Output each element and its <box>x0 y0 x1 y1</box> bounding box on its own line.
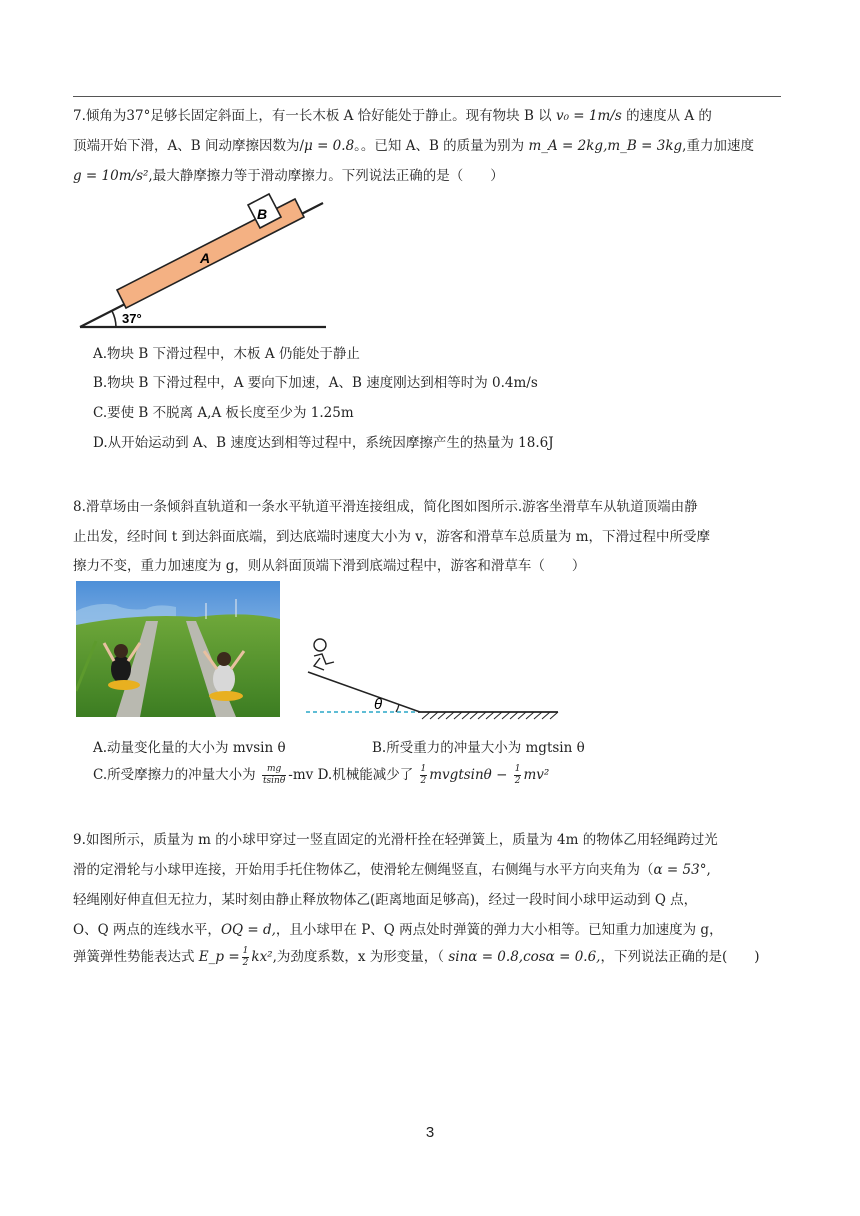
q7-label-angle: 37° <box>122 311 142 326</box>
q8-option-d-half-2: $\frac{1}{2}$ <box>514 764 521 786</box>
q7-option-a: A.物块 B 下滑过程中，木板 A 仍能处于静止 <box>93 346 360 362</box>
q9-trig-formula: sinα = 0.8,cosα = 0.6, <box>448 949 601 965</box>
q8-rider-head <box>314 639 326 651</box>
q8-slope-diagram <box>300 636 562 720</box>
q8-line-1: 8.滑草场由一条倾斜直轨道和一条水平轨道平滑连接组成，简化图如图所示.游客坐滑草车从轨道顶端由静 <box>73 499 698 515</box>
q9-line-3: 轻绳刚好伸直但无拉力，某时刻由静止释放物体乙(距离地面足够高)，经过一段时间小球甲运动到 Q 点， <box>73 892 698 908</box>
q8-angle-arc <box>396 704 399 712</box>
q9-line-5: 弹簧弹性势能表达式 E_p = $\frac{1}{2}$ kx²,为劲度系数，x 为形变量，（ sinα = 0.8,cosα = 0.6,，下列说法正确的是( ) <box>73 946 760 968</box>
q7-label-a: A <box>200 250 211 266</box>
q9-oq-formula: OQ = d, <box>220 922 276 938</box>
q7-angle-arc <box>112 311 116 327</box>
q8-ground-hatch <box>422 712 558 719</box>
q8-rider-body <box>314 654 334 670</box>
q9-line-4: O、Q 两点的连线水平，OQ = d,，且小球甲在 P、Q 两点处时弹簧的弹力大小相等。已知重力加速度为 g， <box>73 922 723 938</box>
q7-label-b: B <box>257 206 268 222</box>
q8-option-cd: C.所受摩擦力的冲量大小为 $\frac{mg}{tsin\theta}$ -mv D.机械能减少了 $\frac{1}{2}$ mvgtsinθ − $\frac{1}{2}$ mv² <box>93 764 550 786</box>
header-rule <box>73 96 781 97</box>
q8-grass-slide-photo <box>76 581 280 717</box>
q9-line-2: 滑的定滑轮与小球甲连接，开始用手托住物体乙，使滑轮左侧绳竖直，右侧绳与水平方向夹角为（α = 53°, <box>73 862 711 878</box>
q8-option-b: B.所受重力的冲量大小为 mgtsin θ <box>372 740 585 756</box>
q7-line-3: g = 10m/s²,最大静摩擦力等于滑动摩擦力。下列说法正确的是（ ） <box>73 168 504 184</box>
q8-option-c-fraction: $\frac{mg}{tsin\theta}$ <box>262 764 286 786</box>
q7-mu-formula: μ = 0.8 <box>304 138 355 154</box>
q9-alpha-formula: α = 53° <box>653 862 707 878</box>
q9-line-1: 9.如图所示，质量为 m 的小球甲穿过一竖直固定的光滑杆拴在轻弹簧上，质量为 4m 的物体乙用轻绳跨过光 <box>73 832 718 848</box>
q8-option-d-half-1: $\frac{1}{2}$ <box>420 764 427 786</box>
q9-ep-formula: E_p = <box>198 949 240 965</box>
q7-mass-formula: m_A = 2kg,m_B = 3kg <box>528 138 683 154</box>
q7-g-formula: g = 10m/s² <box>73 168 149 184</box>
q8-slope-line <box>308 672 420 712</box>
q9-half-fraction: $\frac{1}{2}$ <box>242 946 249 968</box>
q8-label-theta: θ <box>374 696 383 713</box>
q7-incline-figure <box>76 190 331 332</box>
q8-line-2: 止出发，经时间 t 到达斜面底端，到达底端时速度大小为 v，游客和滑草车总质量为 m，下滑过程中所受摩 <box>73 529 711 545</box>
page-number: 3 <box>425 1124 435 1141</box>
q7-line-1: 7.倾角为37°足够长固定斜面上，有一长木板 A 恰好能处于静止。现有物块 B 以 v₀ = 1m/s 的速度从 A 的 <box>73 108 712 124</box>
q8-line-3: 擦力不变，重力加速度为 g，则从斜面顶端下滑到底端过程中，游客和滑草车（ ） <box>73 558 586 574</box>
q7-option-d: D.从开始运动到 A、B 速度达到相等过程中，系统因摩擦产生的热量为 18.6J <box>93 435 554 451</box>
q7-option-c: C.要使 B 不脱离 A,A 板长度至少为 1.25m <box>93 405 354 421</box>
q7-option-b: B.物块 B 下滑过程中，A 要向下加速，A、B 速度刚达到相等时为 0.4m/s <box>93 375 538 391</box>
q8-option-a: A.动量变化量的大小为 mvsin θ <box>93 740 286 756</box>
q7-line-2: 顶端开始下滑，A、B 间动摩擦因数为/μ = 0.8。。已知 A、B 的质量为别为 m_A = 2kg,m_B = 3kg,重力加速度 <box>73 138 754 154</box>
q7-v0-formula: v₀ = 1m/s <box>555 108 622 124</box>
